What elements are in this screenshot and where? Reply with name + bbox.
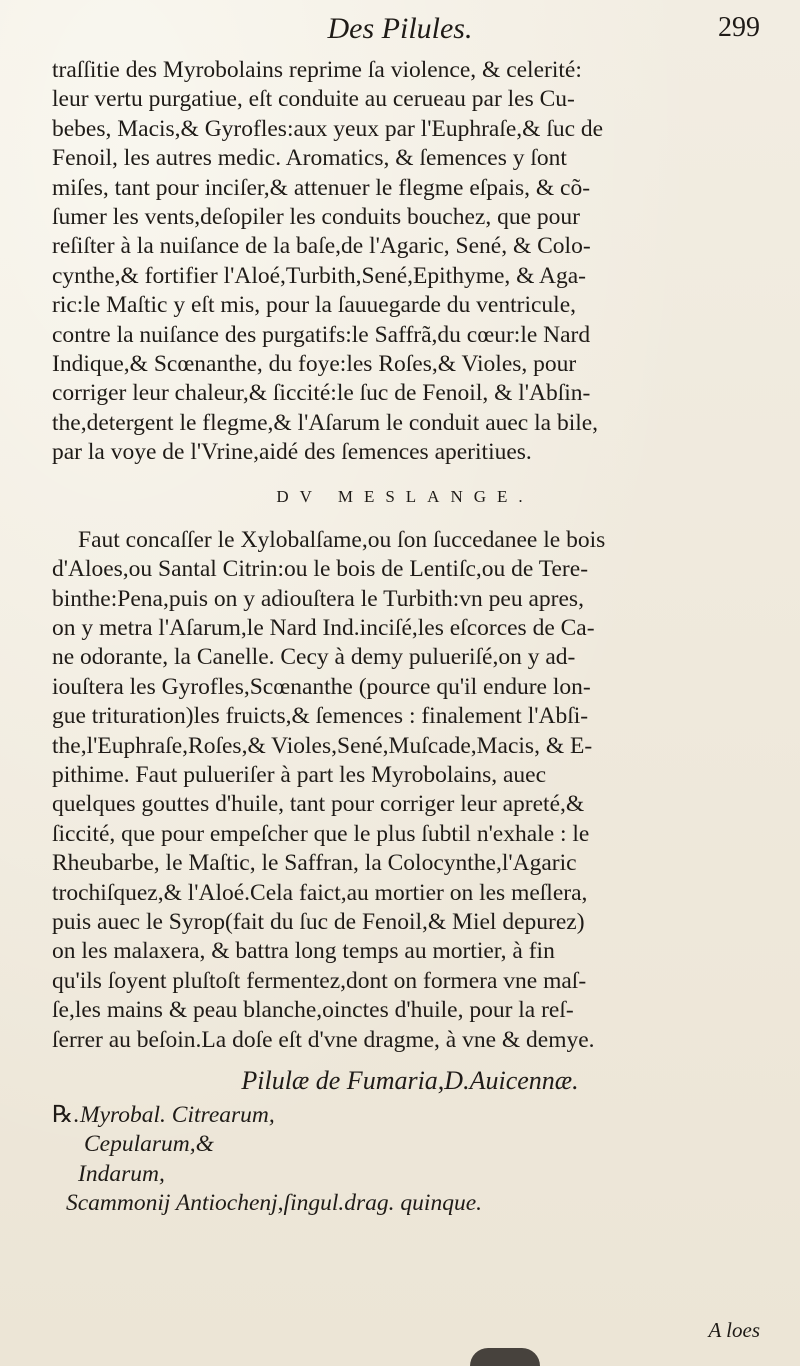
paragraph-mixing [52, 526, 758, 1055]
text-line: Faut concaſſer le Xylobalſame,ou ſon ſuccedanee le bois [78, 526, 606, 553]
ink-blot [470, 1348, 540, 1366]
text-line: corriger leur chaleur,& ſiccité:le ſuc de Fenoil, & l'Abſin- [52, 380, 591, 407]
text-line: par la voye de l'Vrine,aidé des ſemences aperitiues. [52, 439, 532, 466]
text-line: ſumer les vents,deſopiler les conduits bouchez, que pour [52, 204, 580, 231]
recipe-ingredients [52, 1101, 758, 1219]
text-line: gue trituration)les fruicts,& ſemences : finalement l'Abſi- [52, 703, 589, 730]
catchword: A loes [708, 1318, 760, 1342]
text-line: the,l'Euphraſe,Roſes,& Violes,Sené,Muſcade,Macis, & E- [52, 732, 593, 759]
text-line: ſe,les mains & peau blanche,oinctes d'huile, pour la reſ- [52, 997, 574, 1024]
page-header [40, 12, 760, 52]
text-line: Indique,& Scœnanthe, du foye:les Roſes,& Violes, pour [52, 351, 577, 378]
paragraph-virtues [52, 56, 758, 468]
text-line: on y metra l'Aſarum,le Nard Ind.inciſé,les eſcorces de Ca- [52, 614, 595, 641]
recipe-line: Indarum, [78, 1160, 165, 1187]
recipe-line: Cepularum,& [84, 1131, 214, 1158]
text-line: Fenoil, les autres medic. Aromatics, & ſemences y ſont [52, 145, 567, 172]
recipe-line-text: Myrobal. Citrearum, [80, 1102, 275, 1128]
text-line: ſiccité, que pour empeſcher que le plus ſubtil n'exhale : le [52, 820, 590, 847]
text-line: bebes, Macis,& Gyrofles:aux yeux par l'Euphraſe,& ſuc de [52, 115, 604, 142]
text-line: qu'ils ſoyent pluſtoſt fermentez,dont on formera vne maſ- [52, 967, 587, 994]
recipe-title: Pilulæ de Fumaria,D.Auicennæ. [241, 1066, 579, 1095]
text-line: pithime. Faut pulueriſer à part les Myrobolains, auec [52, 761, 547, 788]
text-line: ne odorante, la Canelle. Cecy à demy pulueriſé,on y ad- [52, 644, 576, 671]
recipe-symbol: ℞. [52, 1102, 79, 1128]
text-line: ſerrer au beſoin.La doſe eſt d'vne dragme, à vne & demye. [52, 1026, 595, 1053]
text-line: puis auec le Syrop(fait du ſuc de Fenoil,& Miel depurez) [52, 908, 585, 935]
text-line: ric:le Maſtic y eſt mis, pour la ſauuegarde du ventricule, [52, 292, 576, 319]
text-line: the,detergent le flegme,& l'Aſarum le conduit auec la bile, [52, 409, 599, 436]
text-line: quelques gouttes d'huile, tant pour corriger leur apreté,& [52, 791, 585, 818]
text-line: Rheubarbe, le Maſtic, le Saffran, la Colocynthe,l'Agaric [52, 850, 577, 877]
text-line: on les malaxera, & battra long temps au mortier, à fin [52, 938, 555, 965]
section-heading: DV MESLANGE. [276, 486, 534, 506]
text-line: trochiſquez,& l'Aloé.Cela faict,au mortier on les meſlera, [52, 879, 588, 906]
text-line: binthe:Pena,puis on y adiouſtera le Turbith:vn peu apres, [52, 585, 584, 612]
text-line: reſiſter à la nuiſance de la baſe,de l'Agaric, Sené, & Colo- [52, 233, 591, 260]
recipe-line: Scammonij Antiochenj,ſingul.drag. quinque. [66, 1190, 483, 1217]
running-title: Des Pilules. [327, 12, 473, 45]
recipe-line [52, 1101, 758, 1130]
text-line: traſſitie des Myrobolains reprime ſa violence, & celerité: [52, 57, 582, 83]
text-line: contre la nuiſance des purgatifs:le Saffrã,du cœur:le Nard [52, 321, 591, 348]
text-line: leur vertu purgatiue, eſt conduite au cerueau par les Cu- [52, 86, 575, 113]
main-text [52, 56, 758, 1219]
text-line: miſes, tant pour inciſer,& attenuer le flegme eſpais, & cõ- [52, 174, 591, 201]
page-number: 299 [718, 12, 760, 43]
text-line: iouſtera les Gyrofles,Scœnanthe (pource qu'il endure lon- [52, 673, 591, 700]
text-line: d'Aloes,ou Santal Citrin:ou le bois de Lentiſc,ou de Tere- [52, 556, 589, 583]
text-line: cynthe,& fortifier l'Aloé,Turbith,Sené,Epithyme, & Aga- [52, 262, 586, 289]
